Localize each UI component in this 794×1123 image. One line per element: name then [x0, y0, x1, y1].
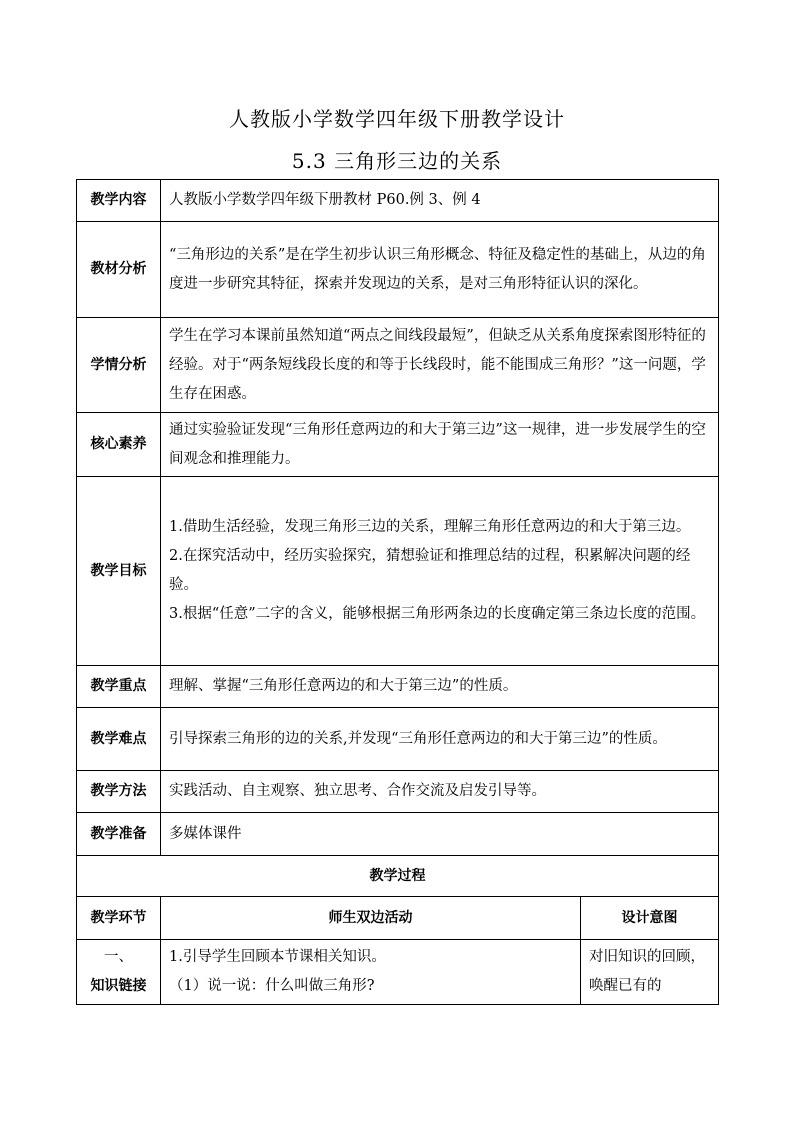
row-label: 教学难点 [77, 708, 161, 771]
activity-line: 1.引导学生回顾本节课相关知识。 [169, 949, 386, 965]
row-text: 学生在学习本课前虽然知道“两点之间线段最短”，但缺乏从关系角度探索图形特征的经验。对于“两条短线段长度的和等于长线段时，能不能围成三角形？”这一问题，学生存在困惑。 [161, 318, 719, 413]
row-keypoint [77, 666, 719, 708]
row-label: 教学重点 [77, 666, 161, 708]
row-goals [77, 477, 719, 666]
process-heading-row [77, 856, 719, 897]
lesson-title: 5.3 三角形三边的关系 [291, 149, 503, 173]
row-difficulty [77, 708, 719, 771]
row-label: 学情分析 [77, 318, 161, 413]
column-header-intent: 设计意图 [581, 897, 719, 940]
row-text: 引导探索三角形的边的关系,并发现“三角形任意两边的和大于第三边”的性质。 [161, 708, 719, 771]
process-heading: 教学过程 [77, 856, 719, 897]
goal-item: 1.借助生活经验，发现三角形三边的关系，理解三角形任意两边的和大于第三边。 [169, 519, 691, 535]
row-label: 教学目标 [77, 477, 161, 666]
row-prep [77, 813, 719, 856]
row-literacy [77, 413, 719, 477]
row-label: 核心素养 [77, 413, 161, 477]
row-text: “三角形边的关系”是在学生初步认识三角形概念、特征及稳定性的基础上，从边的角度进一步研究其特征，探索并发现边的关系，是对三角形特征认识的深化。 [161, 222, 719, 318]
process-columns-row [77, 897, 719, 940]
row-label: 教材分析 [77, 222, 161, 318]
goal-item: 2.在探究活动中，经历实验探究，猜想验证和推理总结的过程，积累解决问题的经验。 [169, 548, 691, 593]
activity-line: （1）说一说：什么叫做三角形? [169, 978, 375, 994]
row-content [77, 180, 719, 222]
stage-cell [77, 940, 161, 1005]
column-header-activity: 师生双边活动 [161, 897, 581, 940]
column-header-stage: 教学环节 [77, 897, 161, 940]
goal-item: 3.根据“任意”二字的含义，能够根据三角形两条边的长度确定第三条边长度的范围。 [169, 606, 706, 622]
row-material [77, 222, 719, 318]
goals-list [161, 477, 719, 666]
lesson-plan-table [76, 179, 719, 1005]
row-label: 教学准备 [77, 813, 161, 856]
row-text: 理解、掌握“三角形任意两边的和大于第三边”的性质。 [161, 666, 719, 708]
row-text: 人教版小学数学四年级下册教材 P60.例 3、例 4 [161, 180, 719, 222]
stage-intent: 对旧知识的回顾，唤醒已有的 [581, 940, 719, 1005]
stage-name: 知识链接 [90, 978, 147, 994]
stage-number: 一、 [104, 949, 133, 965]
stage-row [77, 940, 719, 1005]
row-label: 教学内容 [77, 180, 161, 222]
document-title: 人教版小学数学四年级下册教学设计 [229, 107, 565, 131]
row-label: 教学方法 [77, 771, 161, 813]
row-text: 通过实验验证发现“三角形任意两边的和大于第三边”这一规律，进一步发展学生的空间观念和推理能力。 [161, 413, 719, 477]
stage-activity [161, 940, 581, 1005]
row-text: 多媒体课件 [161, 813, 719, 856]
row-method [77, 771, 719, 813]
row-text: 实践活动、自主观察、独立思考、合作交流及启发引导等。 [161, 771, 719, 813]
row-students [77, 318, 719, 413]
